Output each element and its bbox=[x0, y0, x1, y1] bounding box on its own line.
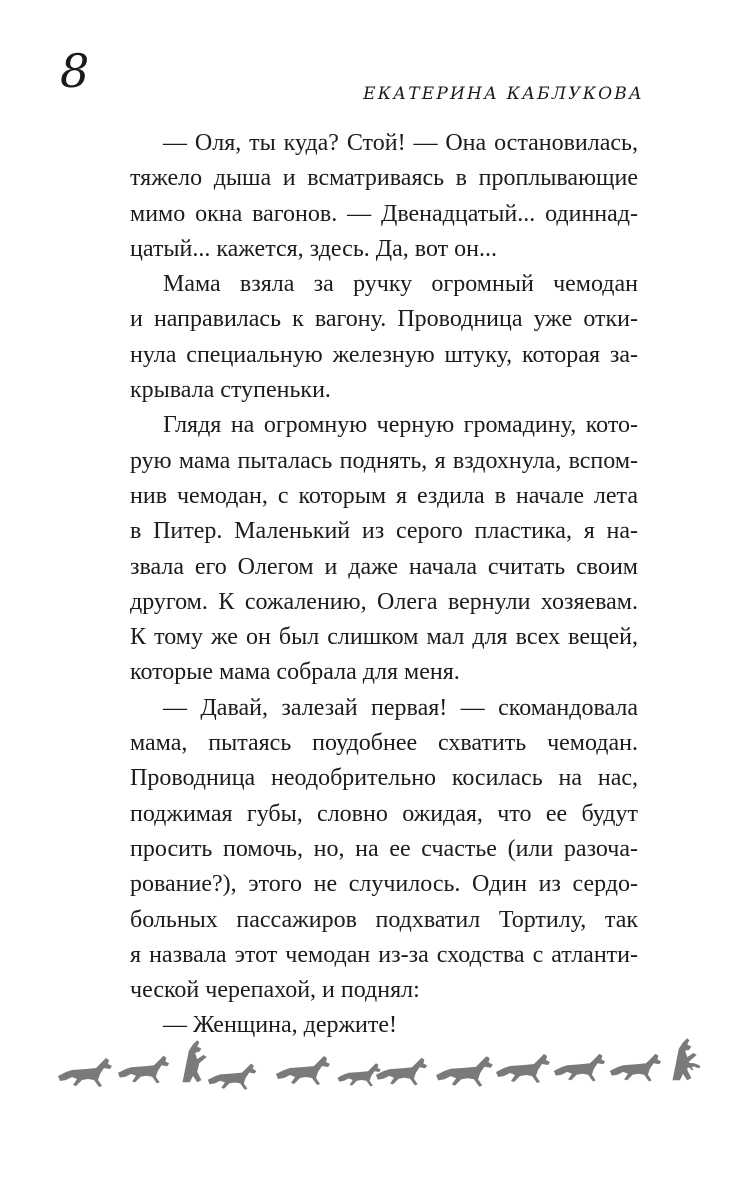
text-line: просить помочь, но, на ее счастье (или разоча- bbox=[130, 835, 638, 862]
galloping-horse-icon bbox=[376, 1058, 427, 1086]
text-line: цатый... кажется, здесь. Да, вот он... bbox=[130, 235, 497, 262]
galloping-horse-icon bbox=[276, 1056, 330, 1085]
galloping-horse-icon bbox=[338, 1063, 381, 1086]
paragraph bbox=[130, 691, 638, 1009]
text-line: крывала ступеньки. bbox=[130, 377, 331, 404]
paragraph bbox=[130, 126, 638, 267]
text-line: и направилась к вагону. Проводница уже отки- bbox=[130, 306, 638, 333]
horses-ornament bbox=[56, 1026, 704, 1110]
paragraph bbox=[130, 408, 638, 690]
galloping-horse-icon bbox=[118, 1056, 169, 1084]
text-line: которые мама собрала для меня. bbox=[130, 659, 460, 686]
text-line: Глядя на огромную черную громадину, кото- bbox=[163, 412, 638, 439]
galloping-horse-icon bbox=[496, 1054, 550, 1083]
text-line: мимо окна вагонов. — Двенадцатый... одиннад- bbox=[130, 200, 638, 227]
text-line: рование?), этого не случилось. Один из сердо- bbox=[130, 871, 638, 898]
text-line: тяжело дыша и всматриваясь в проплывающие bbox=[130, 165, 638, 192]
page-number: 8 bbox=[60, 44, 90, 98]
text-line: Проводница неодобрительно косилась на нас, bbox=[130, 765, 638, 792]
text-line: звала его Олегом и даже начала считать своим bbox=[130, 553, 638, 580]
text-line: другом. К сожалению, Олега вернули хозяевам. bbox=[130, 588, 638, 615]
rearing-horse-icon bbox=[183, 1040, 207, 1082]
text-line: — Оля, ты куда? Стой! — Она остановилась, bbox=[163, 130, 638, 156]
text-line: рую мама пыталась поднять, я вздохнула, вспом- bbox=[130, 447, 638, 474]
text-line: Мама взяла за ручку огромный чемодан bbox=[163, 271, 638, 298]
text-line: я назвала этот чемодан из-за сходства с атланти- bbox=[130, 941, 638, 968]
body-text bbox=[130, 126, 638, 1044]
text-line: К тому же он был слишком мал для всех вещей, bbox=[130, 624, 638, 651]
galloping-horse-icon bbox=[58, 1058, 112, 1087]
galloping-horse-icon bbox=[208, 1064, 257, 1090]
text-line: — Давай, залезай первая! — скомандовала bbox=[163, 694, 638, 721]
text-line: в Питер. Маленький из серого пластика, я на- bbox=[130, 518, 638, 545]
rearing-horse-icon bbox=[673, 1038, 697, 1080]
paragraph bbox=[130, 267, 638, 408]
text-line: нив чемодан, с которым я ездила в начале лета bbox=[130, 482, 638, 509]
text-line: мама, пытаясь поудобнее схватить чемодан. bbox=[130, 730, 638, 757]
galloping-horse-icon bbox=[436, 1056, 493, 1086]
text-line: больных пассажиров подхватил Тортилу, так bbox=[130, 906, 638, 933]
galloping-horse-icon bbox=[610, 1054, 661, 1082]
text-line: — Женщина, держите! bbox=[163, 1012, 398, 1039]
text-line: ческой черепахой, и поднял: bbox=[130, 977, 420, 1004]
text-line: нула специальную железную штуку, которая за- bbox=[130, 341, 638, 368]
running-head: ЕКАТЕРИНА КАБЛУКОВА bbox=[363, 84, 644, 104]
text-line: поджимая губы, словно ожидая, что ее будут bbox=[130, 800, 638, 827]
galloping-horse-icon bbox=[554, 1054, 605, 1082]
